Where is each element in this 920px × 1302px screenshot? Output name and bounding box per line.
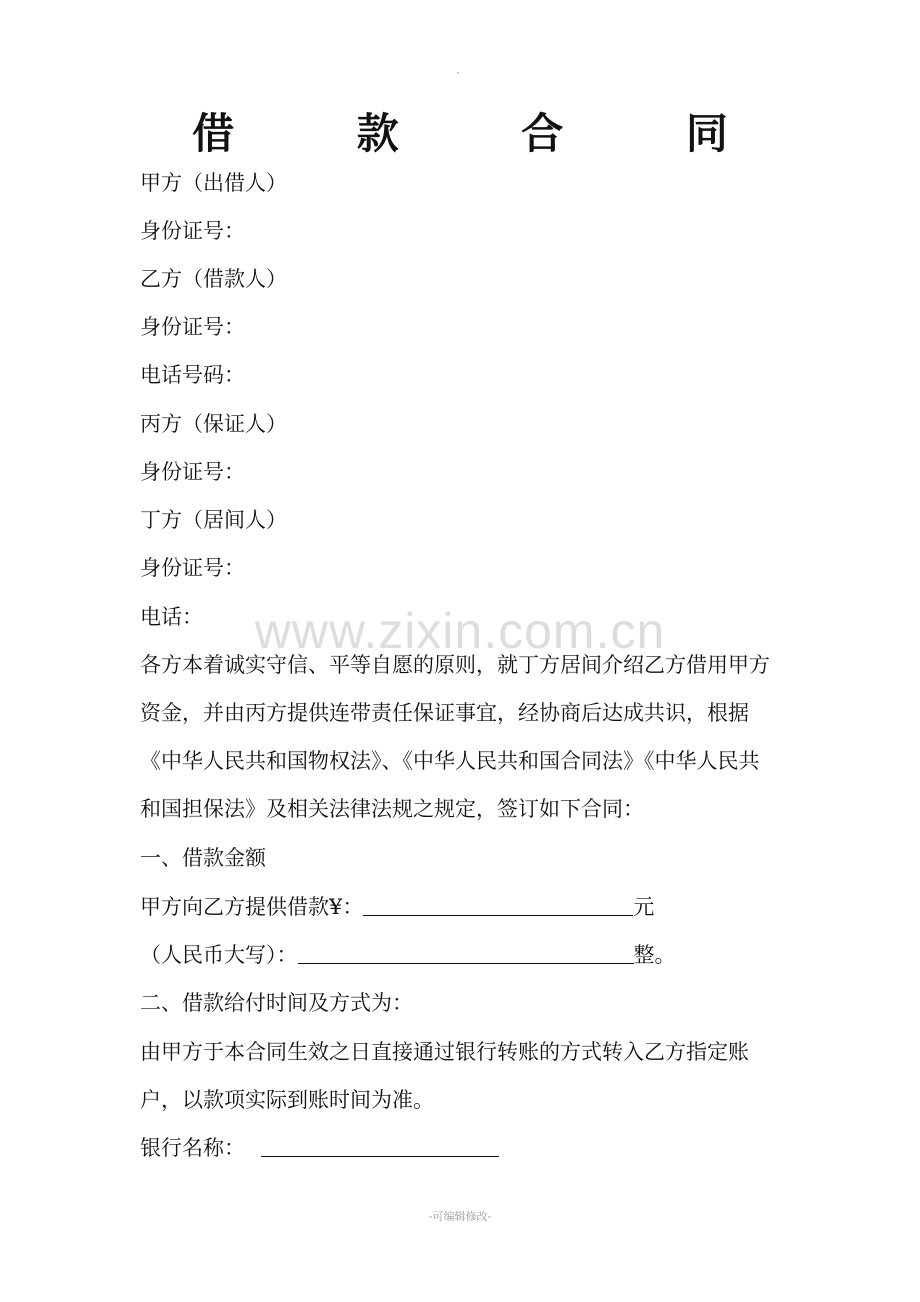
party-b-phone-label: 电话号码： bbox=[140, 363, 245, 387]
preamble-line: 各方本着诚实守信、平等自愿的原则，就丁方居间介绍乙方借用甲方 bbox=[140, 653, 770, 677]
party-a-id-label: 身份证号： bbox=[140, 219, 245, 243]
amount-unit: 元 bbox=[633, 895, 655, 919]
payment-text-line: 户，以款项实际到账时间为准。 bbox=[140, 1088, 434, 1112]
watermark: www.zixin.com.cn bbox=[254, 603, 666, 659]
page-title: 借 款 合 同 bbox=[192, 109, 782, 158]
party-a-label: 甲方（出借人） bbox=[140, 171, 287, 195]
bank-name-field[interactable] bbox=[261, 1136, 499, 1157]
preamble-line: 和国担保法》及相关法律法规之规定，签订如下合同： bbox=[140, 797, 644, 821]
amount-words-suffix: 整。 bbox=[633, 943, 676, 967]
payment-text-line: 由甲方于本合同生效之日直接通过银行转账的方式转入乙方指定账 bbox=[140, 1040, 749, 1064]
amount-field[interactable] bbox=[363, 895, 633, 916]
amount-row bbox=[140, 892, 800, 922]
party-d-label: 丁方（居间人） bbox=[140, 508, 287, 532]
preamble-line: 《中华人民共和国物权法》、《中华人民共和国合同法》《中华人民共 bbox=[140, 749, 760, 773]
party-d-id-label: 身份证号： bbox=[140, 556, 245, 580]
party-b-id-label: 身份证号： bbox=[140, 315, 245, 339]
page-footer: -可编辑修改- bbox=[428, 1210, 492, 1223]
section-heading-amount: 一、借款金额 bbox=[140, 846, 266, 870]
party-c-id-label: 身份证号： bbox=[140, 460, 245, 484]
amount-label: 甲方向乙方提供借款¥： bbox=[140, 895, 364, 919]
party-b-label: 乙方（借款人） bbox=[140, 267, 287, 291]
amount-words-row bbox=[140, 940, 800, 970]
preamble-line: 资金，并由丙方提供连带责任保证事宜，经协商后达成共识，根据 bbox=[140, 701, 749, 725]
header-dot bbox=[457, 72, 459, 74]
amount-words-label: （人民币大写）： bbox=[140, 943, 298, 967]
section-heading-payment: 二、借款给付时间及方式为： bbox=[140, 991, 413, 1015]
bank-name-label: 银行名称： bbox=[140, 1136, 245, 1160]
party-d-phone-label: 电话： bbox=[140, 605, 203, 629]
bank-row bbox=[140, 1133, 800, 1163]
amount-words-field[interactable] bbox=[298, 943, 634, 964]
party-c-label: 丙方（保证人） bbox=[140, 412, 287, 436]
